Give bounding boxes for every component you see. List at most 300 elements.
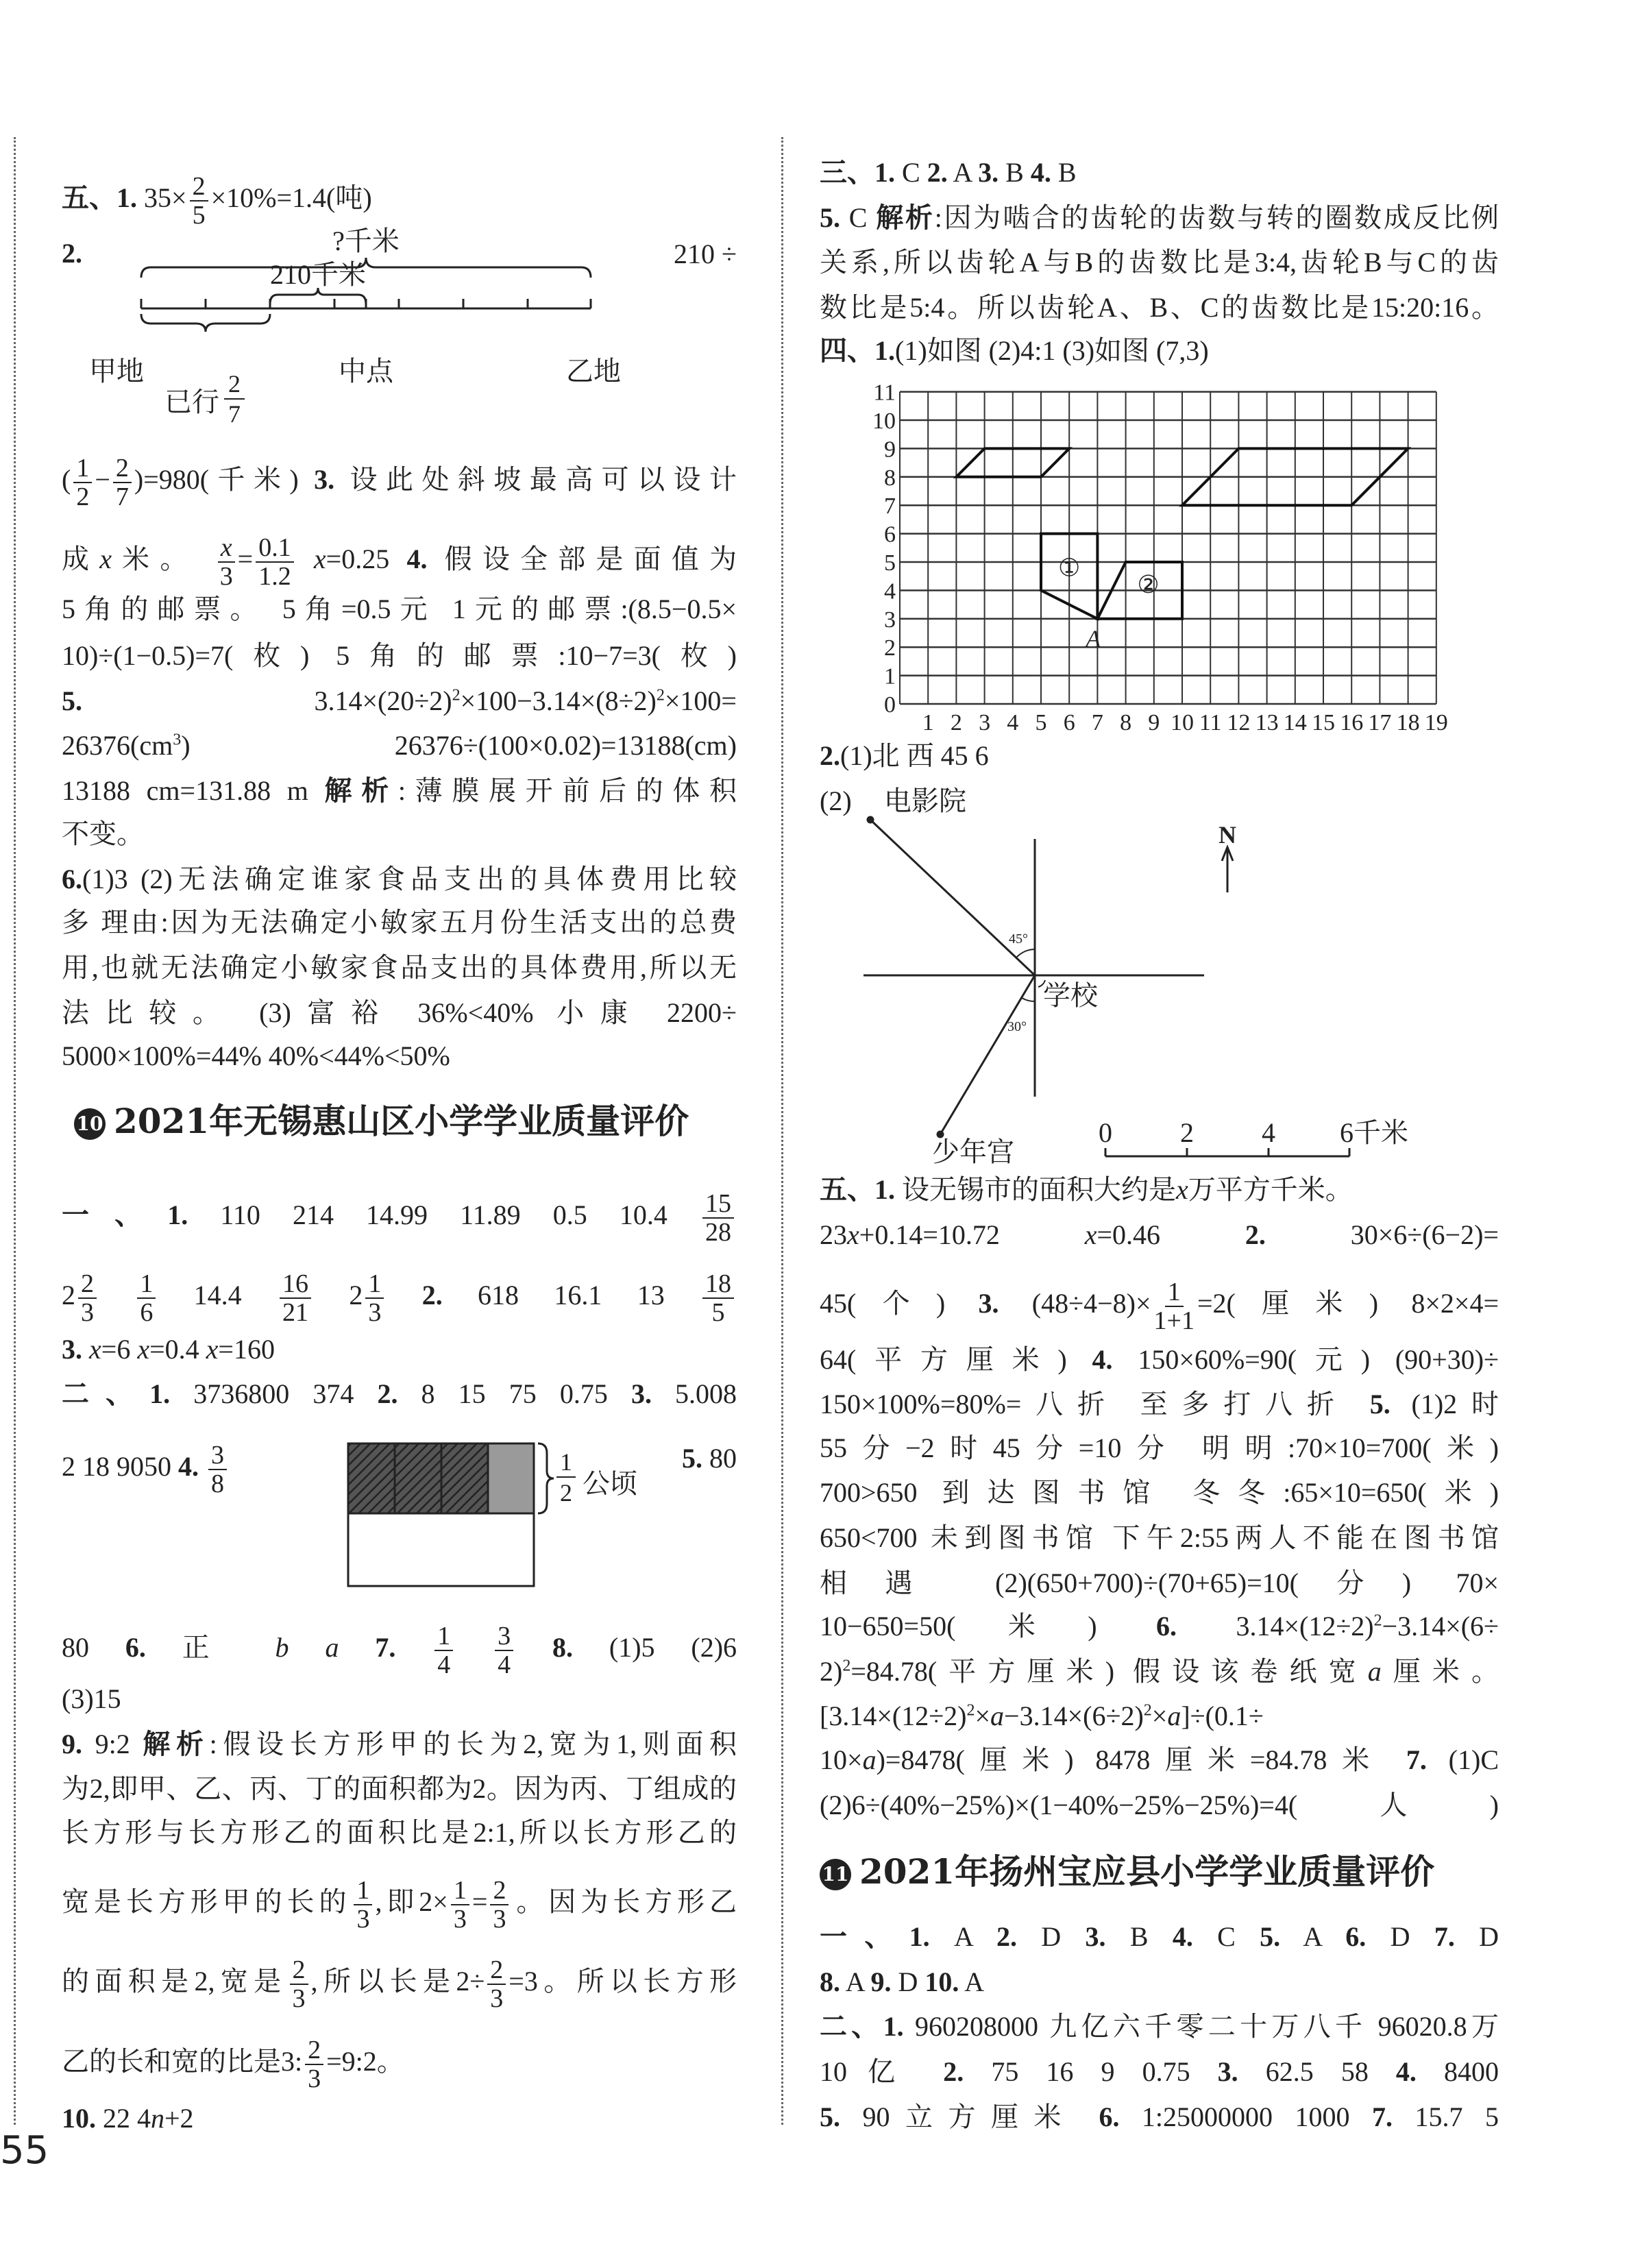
youth-palace-direction-line bbox=[940, 975, 1035, 1134]
text-run: D bbox=[1366, 1921, 1434, 1953]
question-number: 3. bbox=[630, 1378, 652, 1410]
numerator: 2 bbox=[305, 2036, 323, 2065]
question-number: 一、1. bbox=[820, 1921, 930, 1953]
scale-label-0: 0 bbox=[1099, 1117, 1112, 1148]
text-run: ×100= bbox=[664, 685, 737, 716]
route-ticks bbox=[141, 299, 591, 308]
x-tick-label: 2 bbox=[950, 710, 962, 735]
numerator: 2 bbox=[113, 454, 132, 483]
superscript: 2 bbox=[966, 1702, 975, 1720]
text-run: 正 bbox=[145, 1632, 275, 1663]
question-number: 2. bbox=[1245, 1219, 1266, 1250]
text-run: (48÷4−8)× bbox=[999, 1288, 1151, 1319]
x-tick-label: 10 bbox=[1171, 710, 1194, 735]
numerator: 0.1 bbox=[256, 534, 294, 563]
question-number: 6. bbox=[125, 1632, 146, 1663]
grid-label: ① bbox=[1058, 554, 1081, 582]
text-run: −3.14×(6÷ bbox=[1382, 1611, 1499, 1642]
text-run: 的面积是2,宽是 bbox=[62, 1966, 287, 1997]
walked-fraction-numerator: 2 bbox=[228, 370, 241, 398]
numerator: 3 bbox=[495, 1622, 513, 1651]
question-number: 2. bbox=[820, 740, 840, 771]
total-distance-label: ?千米 bbox=[332, 225, 400, 256]
x-tick-label: 14 bbox=[1283, 710, 1307, 735]
denominator: 8 bbox=[211, 1469, 224, 1498]
numerator: 15 bbox=[702, 1190, 734, 1219]
text-run: (1)5 (2)6 bbox=[573, 1632, 737, 1663]
hatched-part bbox=[348, 1443, 395, 1513]
text-run: 设此处斜坡最高可以设计 bbox=[334, 464, 737, 496]
text-run: (3)15 bbox=[62, 1683, 121, 1714]
y-tick-label: 5 bbox=[884, 550, 896, 576]
angle-arc-45 bbox=[1016, 949, 1035, 958]
text-run: 9:2 bbox=[82, 1728, 143, 1759]
text-run: A bbox=[1280, 1921, 1346, 1953]
text-run: =6 bbox=[101, 1333, 138, 1365]
variable: x bbox=[99, 544, 112, 575]
question-number: 7. bbox=[1406, 1744, 1427, 1775]
question-number: 6. bbox=[1156, 1611, 1177, 1642]
cinema-direction-line bbox=[870, 820, 1035, 975]
denominator: 3 bbox=[292, 1984, 306, 2014]
text-run: 960208000 九亿六千零二十万八千 96020.8万 bbox=[903, 2011, 1499, 2043]
x-tick-label: 12 bbox=[1227, 710, 1251, 735]
question-number: 三、1. bbox=[820, 156, 895, 188]
text-run: 75 16 9 0.75 bbox=[964, 2056, 1218, 2088]
denominator: 4 bbox=[498, 1650, 511, 1680]
text-run: B bbox=[1105, 1921, 1173, 1953]
hatched-part bbox=[441, 1443, 488, 1513]
text-run: )=8478(厘米) 8478厘米=84.78米 bbox=[876, 1744, 1406, 1775]
x-tick-label: 9 bbox=[1148, 710, 1160, 735]
text-run: =160 bbox=[218, 1333, 275, 1365]
section-title: 2021年无锡惠山区小学学业质量评价 bbox=[114, 1101, 689, 1141]
text-run: 宽是长方形甲的长的 bbox=[62, 1886, 352, 1917]
text-run: =0.46 bbox=[1097, 1219, 1245, 1250]
text-run: 650<700 未到图书馆 下午2:55两人不能在图书馆 bbox=[820, 1522, 1499, 1554]
superscript: 2 bbox=[1143, 1702, 1152, 1720]
denominator: 3 bbox=[219, 562, 233, 592]
question-number: 3. bbox=[1217, 2056, 1238, 2088]
compass-diagram bbox=[864, 817, 1349, 1156]
area-unit: 公顷 bbox=[583, 1468, 637, 1499]
text-run: 2 18 9050 bbox=[62, 1450, 178, 1482]
text-run: 2 bbox=[314, 1279, 363, 1310]
question-number: 解析 bbox=[876, 202, 935, 233]
text-run: (2) bbox=[820, 785, 852, 816]
numerator: 1 bbox=[73, 454, 92, 483]
angle-arc-30 bbox=[1022, 998, 1035, 1001]
question-number: 3. bbox=[314, 464, 335, 496]
text-run: 15.7 5 bbox=[1393, 2101, 1499, 2132]
section-number-badge: 11 bbox=[820, 1859, 851, 1890]
numerator: 2 bbox=[190, 173, 208, 202]
text-run: 成 bbox=[62, 544, 100, 575]
text-run: 5000×100%=44% 40%<44%<50% bbox=[62, 1040, 450, 1072]
text-run: 5角的邮票。 5角=0.5元 1元的邮票:(8.5−0.5× bbox=[62, 594, 737, 625]
x-tick-label: 1 bbox=[922, 710, 934, 735]
question-number: 4. bbox=[178, 1450, 199, 1482]
half-brace bbox=[538, 1443, 554, 1513]
numerator: 1 bbox=[365, 1270, 384, 1299]
question-number: 5. bbox=[682, 1442, 702, 1474]
variable: x bbox=[89, 1333, 101, 1365]
text-run: A bbox=[929, 1921, 996, 1953]
variable: a bbox=[862, 1744, 877, 1775]
denominator: 21 bbox=[282, 1297, 309, 1327]
text-run: 90立方厘米 bbox=[840, 2101, 1099, 2132]
denominator: 3 bbox=[490, 1984, 504, 2014]
text-run: 150×60%=90(元) (90+30)÷ bbox=[1112, 1343, 1499, 1375]
question-number: 3. bbox=[978, 1288, 999, 1319]
x-tick-label: 17 bbox=[1368, 710, 1392, 735]
y-tick-label: 2 bbox=[884, 635, 896, 661]
question-number: 2. bbox=[377, 1378, 398, 1410]
text-run: 3.14×(20÷2) bbox=[82, 685, 452, 716]
text-run: × bbox=[1151, 1700, 1168, 1732]
text-run: 22 4 bbox=[96, 2102, 151, 2134]
question-number: 10. bbox=[62, 2102, 96, 2134]
denominator: 3 bbox=[308, 2064, 321, 2093]
text-run: 2) bbox=[820, 1655, 843, 1687]
distance-diagram bbox=[141, 258, 591, 332]
youth-palace-label: 少年宫 bbox=[932, 1136, 1014, 1167]
denominator: 5 bbox=[192, 201, 206, 230]
question-number: 9. bbox=[62, 1728, 82, 1759]
superscript: 2 bbox=[656, 686, 665, 705]
school-label: 学校 bbox=[1043, 980, 1098, 1011]
text-run: (1)北 西 45 6 bbox=[840, 740, 989, 771]
text-run: 为2,即甲、乙、丙、丁的面积都为2。因为丙、丁组成的 bbox=[62, 1773, 737, 1805]
question-number: 5. bbox=[820, 202, 840, 233]
text-run: 米。 bbox=[111, 544, 215, 575]
denominator: 3 bbox=[493, 1904, 506, 1934]
text-run: 不变。 bbox=[62, 818, 144, 850]
denominator: 5 bbox=[711, 1297, 725, 1327]
text-run: 35× bbox=[137, 182, 187, 214]
question-number: 6. bbox=[1345, 1921, 1367, 1953]
question-number: 7. bbox=[375, 1632, 396, 1663]
text-run: +0.14=10.72 bbox=[859, 1219, 1085, 1250]
section-title: 2021年扬州宝应县小学学业质量评价 bbox=[859, 1851, 1435, 1892]
text-run: D bbox=[1454, 1921, 1499, 1953]
text-run: 3.14×(12÷2) bbox=[1177, 1611, 1374, 1642]
numerator: 3 bbox=[208, 1441, 227, 1470]
question-number: 4. bbox=[1395, 2056, 1417, 2088]
north-label: N bbox=[1218, 821, 1236, 849]
text-run: = bbox=[471, 1886, 488, 1917]
text-run: 80 bbox=[702, 1442, 737, 1474]
text-run: 23 bbox=[820, 1219, 847, 1250]
text-run: =3。所以长方形 bbox=[509, 1966, 737, 1997]
numerator: 2 bbox=[490, 1877, 509, 1905]
numerator: 1 bbox=[1165, 1278, 1184, 1307]
text-run: B bbox=[999, 156, 1031, 188]
text-run: (1)C bbox=[1426, 1744, 1499, 1775]
question-number: 6. bbox=[1099, 2101, 1120, 2132]
question-number: 2. bbox=[927, 156, 948, 188]
x-tick-label: 19 bbox=[1424, 710, 1448, 735]
y-tick-label: 11 bbox=[873, 380, 896, 406]
question-number: 7. bbox=[1434, 1921, 1455, 1953]
denominator: 28 bbox=[705, 1218, 732, 1247]
area-fraction-denominator: 2 bbox=[560, 1479, 572, 1507]
text-run: A bbox=[959, 1966, 985, 1997]
question-number: 9. bbox=[870, 1966, 892, 1997]
denominator: 3 bbox=[453, 1904, 467, 1934]
variable: x bbox=[847, 1219, 859, 1250]
text-run: 110 214 14.99 11.89 0.5 10.4 bbox=[188, 1199, 700, 1231]
hatched-part bbox=[395, 1443, 441, 1513]
x-tick-label: 18 bbox=[1396, 710, 1420, 735]
text-run: 万平方千米。 bbox=[1188, 1173, 1353, 1205]
text-run: 。因为长方形乙 bbox=[511, 1886, 737, 1917]
numerator: 1 bbox=[434, 1622, 453, 1651]
text-run: C bbox=[1192, 1921, 1260, 1953]
text-run: =0.4 bbox=[149, 1333, 206, 1365]
question-number: 3. bbox=[1085, 1921, 1106, 1953]
text-run: ×10%=1.4(吨) bbox=[210, 182, 372, 214]
text-run: :假设长方形甲的长为2,宽为1,则面积 bbox=[209, 1728, 737, 1759]
text-run: ,所以长是2÷ bbox=[310, 1966, 485, 1997]
text-run: 5.008 bbox=[651, 1378, 737, 1410]
text-run: D bbox=[891, 1966, 925, 1997]
text-run: B bbox=[1051, 156, 1077, 188]
y-tick-label: 1 bbox=[884, 663, 896, 690]
text-run: 80 bbox=[62, 1632, 125, 1663]
text-run: ( bbox=[62, 464, 71, 496]
y-tick-label: 3 bbox=[884, 607, 896, 633]
question-number: 5. bbox=[1260, 1921, 1281, 1953]
text-run: 700>650 到达图书馆 冬冬:65×10=650(米) bbox=[820, 1477, 1499, 1509]
text-run: 乙的长和宽的比是3: bbox=[62, 2045, 303, 2077]
text-run: 30×6÷(6−2)= bbox=[1265, 1219, 1499, 1250]
text-run: 法比较。 (3)富裕 36%<40% 小康 2200÷ bbox=[62, 997, 737, 1028]
text-run: :薄膜展开前后的体积 bbox=[397, 775, 737, 806]
numerator: 2 bbox=[78, 1270, 97, 1299]
text-run: 1:25000000 1000 bbox=[1119, 2101, 1373, 2132]
midpoint-label: 中点 bbox=[339, 356, 393, 387]
denominator: 1+1 bbox=[1153, 1306, 1195, 1336]
denominator: 3 bbox=[368, 1297, 382, 1327]
angle-45-label: 45° bbox=[1009, 931, 1028, 947]
grid-label: A bbox=[1086, 624, 1101, 653]
part-brace bbox=[270, 288, 366, 304]
text-run: )=980(千米) bbox=[134, 464, 315, 496]
text-run: − bbox=[95, 464, 110, 496]
text-run: −3.14×(6÷2) bbox=[1004, 1700, 1144, 1732]
start-label: 甲地 bbox=[89, 356, 144, 387]
text-run: 10× bbox=[820, 1744, 863, 1775]
text-run: 10−650=50(米) bbox=[820, 1611, 1157, 1642]
scale-label-6km: 6千米 bbox=[1340, 1117, 1408, 1148]
question-number: 4. bbox=[1092, 1343, 1113, 1375]
question-number: 2. bbox=[943, 2056, 964, 2088]
question-number: 5. bbox=[62, 685, 82, 716]
x-tick-label: 16 bbox=[1340, 710, 1364, 735]
text-run: :因为啮合的齿轮的齿数与转的圈数成反比例 bbox=[934, 202, 1499, 233]
text-run: =9:2。 bbox=[326, 2045, 404, 2077]
x-tick-label: 5 bbox=[1035, 710, 1047, 735]
text-run: 厘米。 bbox=[1381, 1655, 1499, 1687]
text-run: 64(平方厘米) bbox=[820, 1343, 1092, 1375]
numerator: 2 bbox=[487, 1956, 506, 1985]
text-run: 关系,所以齿轮A与B的齿数比是3:4,齿轮B与C的齿 bbox=[820, 247, 1499, 278]
continuation-text: 210 ÷ bbox=[674, 239, 737, 269]
text-run: =84.78(平方厘米) 假设该卷纸宽 bbox=[850, 1655, 1368, 1687]
question-number: 二、1. bbox=[820, 2011, 904, 2043]
text-run: [3.14×(12÷2) bbox=[820, 1700, 967, 1732]
y-tick-label: 9 bbox=[884, 437, 896, 463]
cinema-point bbox=[868, 817, 873, 822]
area-diagram bbox=[348, 1443, 554, 1586]
end-label: 乙地 bbox=[566, 356, 621, 387]
numerator: 16 bbox=[280, 1270, 311, 1299]
question-number: 4. bbox=[406, 544, 428, 575]
text-run: ) 26376÷(100×0.02)=13188(cm) bbox=[181, 730, 737, 761]
text-run: ]÷(0.1÷ bbox=[1181, 1700, 1264, 1732]
text-run: A bbox=[840, 1966, 871, 1997]
question-number: 4. bbox=[1172, 1921, 1193, 1953]
variable: n bbox=[151, 2102, 164, 2134]
denominator: 1.2 bbox=[258, 562, 291, 592]
text-run: 10)÷(1−0.5)=7(枚) 5角的邮票:10−7=3(枚) bbox=[62, 639, 737, 671]
question-number: 4. bbox=[1030, 156, 1051, 188]
y-tick-label: 8 bbox=[884, 465, 896, 491]
question-number: 6. bbox=[62, 863, 82, 894]
text-run: (1)如图 (2)4:1 (3)如图 (7,3) bbox=[895, 335, 1209, 367]
text-run: =0.25 bbox=[326, 544, 407, 575]
denominator: 7 bbox=[115, 483, 129, 512]
question-number: 二、1. bbox=[62, 1378, 171, 1410]
grid-label: ② bbox=[1137, 571, 1160, 599]
text-run: C bbox=[895, 156, 927, 188]
y-tick-label: 10 bbox=[872, 409, 896, 434]
text-run: =2(厘米) 8×2×4= bbox=[1197, 1288, 1499, 1319]
text-run: 45(个) bbox=[820, 1288, 979, 1319]
shaded-part bbox=[488, 1443, 534, 1513]
variable: a bbox=[1167, 1700, 1181, 1732]
area-fraction-numerator: 1 bbox=[560, 1448, 572, 1476]
text-run: 55分−2时45分=10分 明明:70×10=700(米) bbox=[820, 1432, 1499, 1463]
question-number: 2. bbox=[421, 1279, 443, 1310]
x-tick-label: 4 bbox=[1007, 710, 1019, 735]
variable: a bbox=[1367, 1655, 1382, 1687]
variable: a bbox=[990, 1700, 1005, 1732]
text-run: A bbox=[947, 156, 979, 188]
text-run: 150×100%=80%=八折 至多打八折 bbox=[820, 1389, 1370, 1420]
question-number: 解析 bbox=[324, 775, 398, 806]
x-tick-label: 13 bbox=[1255, 710, 1279, 735]
question-number: 2. bbox=[62, 238, 82, 269]
scale-label-4: 4 bbox=[1262, 1117, 1275, 1148]
text-run: 相遇 (2)(650+700)÷(70+65)=10(分) 70× bbox=[820, 1567, 1499, 1598]
question-number: 5. bbox=[1369, 1389, 1391, 1420]
text-run: +2 bbox=[164, 2102, 194, 2134]
superscript: 2 bbox=[452, 686, 461, 705]
coordinate-grid bbox=[872, 380, 1448, 735]
text-run: 设无锡市的面积大约是 bbox=[895, 1173, 1176, 1205]
section-number-badge: 10 bbox=[74, 1108, 106, 1140]
text-run: = bbox=[237, 544, 254, 575]
x-tick-label: 15 bbox=[1312, 710, 1335, 735]
question-number: 四、1. bbox=[820, 335, 895, 367]
scale-label-2: 2 bbox=[1180, 1117, 1194, 1148]
variable: a bbox=[325, 1632, 339, 1663]
variable: x bbox=[1084, 1219, 1097, 1250]
text-run: 10亿 bbox=[820, 2056, 944, 2088]
numerator: 1 bbox=[451, 1877, 469, 1905]
question-number: 8. bbox=[820, 1966, 840, 1997]
question-number: 7. bbox=[1372, 2101, 1393, 2132]
question-number: 五、1. bbox=[62, 182, 137, 214]
part-distance-label: 210千米 bbox=[270, 259, 366, 290]
text-run: 假设全部是面值为 bbox=[427, 544, 737, 575]
total-brace bbox=[141, 258, 591, 278]
denominator: 3 bbox=[81, 1297, 94, 1327]
x-tick-label: 8 bbox=[1120, 710, 1132, 735]
question-number: 五、1. bbox=[820, 1173, 895, 1205]
text-run: ×100−3.14×(8÷2) bbox=[460, 685, 657, 716]
text-run: (1)2时 bbox=[1390, 1389, 1499, 1420]
walked-brace bbox=[141, 314, 270, 332]
text-run: 用,也就无法确定小敏家食品支出的具体费用,所以无 bbox=[62, 952, 737, 984]
y-tick-label: 4 bbox=[884, 578, 896, 605]
x-tick-label: 6 bbox=[1063, 710, 1075, 735]
text-run: 3736800 374 bbox=[170, 1378, 378, 1410]
y-tick-label: 0 bbox=[884, 692, 896, 718]
text-run: 多 理由:因为无法确定小敏家五月份生活支出的总费 bbox=[62, 907, 737, 938]
text-run: (2)6÷(40%−25%)×(1−40%−25%−25%)=4(人) bbox=[820, 1789, 1499, 1820]
variable: x bbox=[1176, 1173, 1188, 1205]
question-number: 3. bbox=[978, 156, 999, 188]
text-run: 长方形与长方形乙的面积比是2:1,所以长方形乙的 bbox=[62, 1816, 737, 1848]
denominator: 6 bbox=[140, 1297, 154, 1327]
question-number: 解析 bbox=[143, 1728, 210, 1759]
text-run: 8 15 75 0.75 bbox=[397, 1378, 631, 1410]
text-run: C bbox=[840, 202, 877, 233]
question-number: 一、1. bbox=[62, 1199, 188, 1231]
text-run: 数比是5:4。所以齿轮A、B、C的齿数比是15:20:16。 bbox=[820, 291, 1499, 323]
text-run: × bbox=[975, 1700, 991, 1732]
y-tick-label: 6 bbox=[884, 522, 896, 548]
text-run: 62.5 58 bbox=[1238, 2056, 1396, 2088]
superscript: 2 bbox=[1373, 1611, 1382, 1630]
superscript: 2 bbox=[842, 1657, 851, 1675]
variable: b bbox=[275, 1632, 289, 1663]
text-run: (1)3 (2)无法确定谁家食品支出的具体费用比较 bbox=[82, 863, 737, 894]
page-number: 55 bbox=[0, 2128, 49, 2173]
question-number: 2. bbox=[996, 1921, 1017, 1953]
numerator: 18 bbox=[702, 1270, 734, 1299]
text-run: 14.4 bbox=[158, 1279, 278, 1310]
angle-30-label: 30° bbox=[1007, 1019, 1027, 1034]
numerator: 1 bbox=[137, 1270, 156, 1299]
denominator: 3 bbox=[356, 1904, 370, 1934]
question-number: 10. bbox=[924, 1966, 959, 1997]
question-number: 5. bbox=[820, 2101, 840, 2132]
x-tick-label: 11 bbox=[1199, 710, 1222, 735]
text-run: D bbox=[1016, 1921, 1086, 1953]
variable: x bbox=[137, 1333, 150, 1365]
variable: x bbox=[313, 544, 326, 575]
denominator: 4 bbox=[437, 1650, 451, 1680]
text-run: 13188 cm=131.88 m bbox=[62, 775, 325, 806]
variable: x bbox=[220, 533, 232, 563]
text-run: 618 16.1 13 bbox=[442, 1279, 700, 1310]
walked-label: 已行 bbox=[164, 387, 219, 417]
denominator: 2 bbox=[76, 483, 90, 512]
